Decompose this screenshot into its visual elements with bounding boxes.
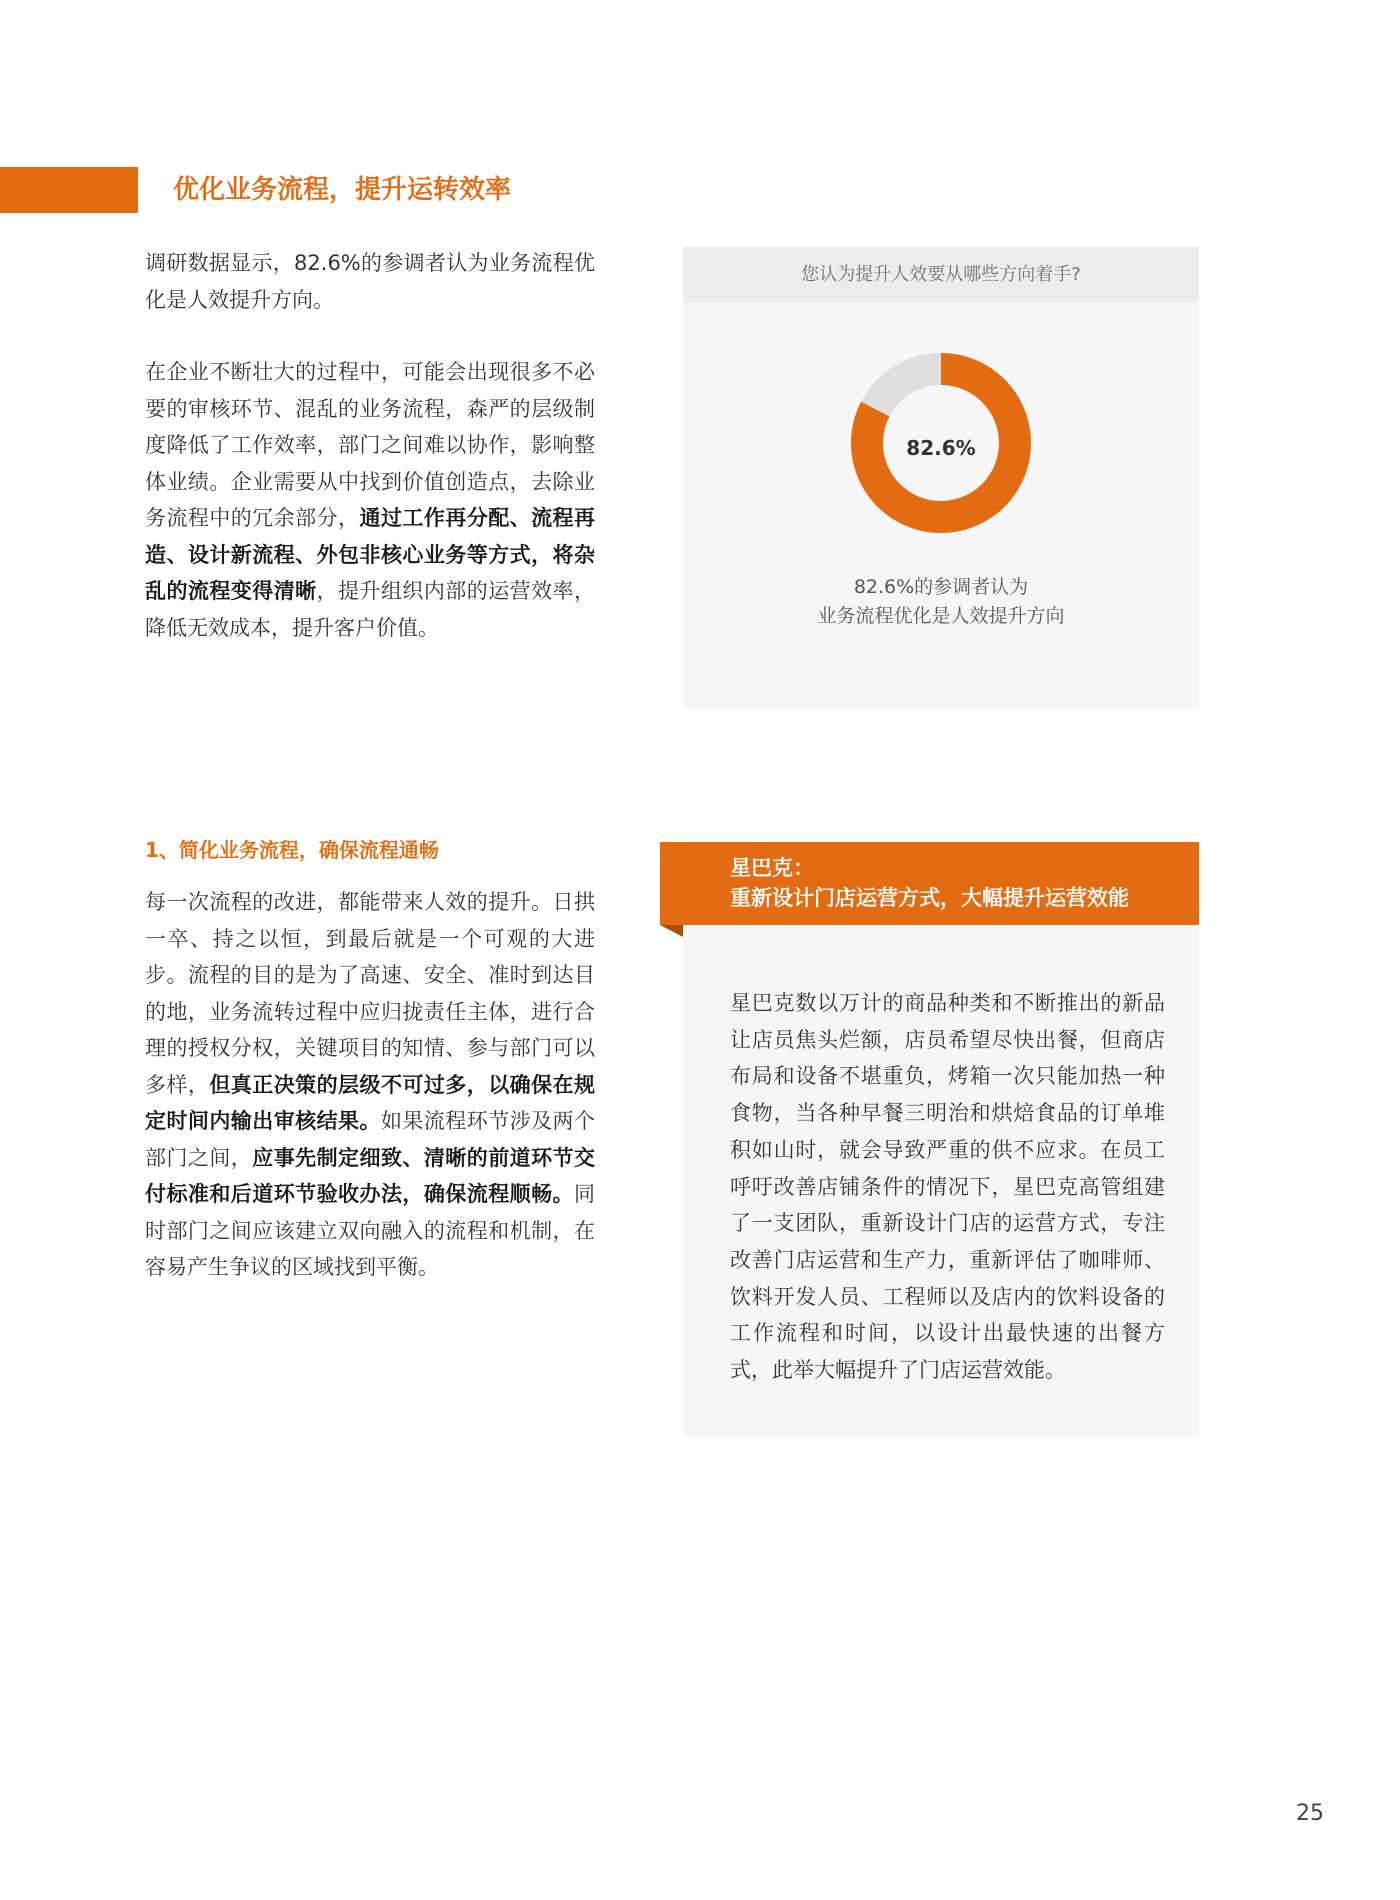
body-emphasis: 通过工作再分配、流程再造、设计新流程、外包非核心业务等方式，将杂乱的流程变得清晰 xyxy=(145,506,595,603)
intro-paragraph: 调研数据显示，82.6%的参调者认为业务流程优化是人效提升方向。 xyxy=(145,251,595,312)
chart-title: 您认为提升人效要从哪些方向着手? xyxy=(683,247,1199,302)
body-text: 如果流程环节涉及两个部门之间， xyxy=(145,1109,596,1170)
chart-caption-line2: 业务流程优化是人效提升方向 xyxy=(817,605,1065,627)
body-text: ，提升组织内部的运营效率，降低无效成本，提升客户价值。 xyxy=(145,579,596,640)
subsection-paragraph xyxy=(145,884,595,1286)
case-title-headline: 重新设计门店运营方式，大幅提升运营效能 xyxy=(730,886,1129,910)
chart-panel xyxy=(683,247,1199,709)
body-paragraph xyxy=(145,354,595,646)
case-title-company: 星巴克： xyxy=(730,856,814,880)
donut-chart xyxy=(683,302,1199,572)
body-text: 同时部门之间应该建立双向融入的流程和机制，在容易产生争议的区域找到平衡。 xyxy=(145,1182,595,1279)
body-text: 每一次流程的改进，都能带来人效的提升。日拱一卒、持之以恒，到最后就是一个可观的大进步。流程的目的是为了高速、安全、准时到达目的地，业务流转过程中应归拢责任主体，进行合理的授权分权，关键项目的知情、参与部门可以多样， xyxy=(145,890,595,1097)
banner-fold xyxy=(660,925,683,937)
subsection-heading: 1、简化业务流程，确保流程通畅 xyxy=(145,838,439,862)
case-study-body: 星巴克数以万计的商品种类和不断推出的新品让店员焦头烂额，店员希望尽快出餐，但商店布局和设备不堪重负，烤箱一次只能加热一种食物，当各种早餐三明治和烘焙食品的订单堆积如山时，就会导致严重的供不应求。在员工呼吁改善店铺条件的情况下，星巴克高管组建了一支团队，重新设计门店的运营方式，专注改善门店运营和生产力，重新评估了咖啡师、饮料开发人员、工程师以及店内的饮料设备的工作流程和时间，以设计出最快速的出餐方式，此举大幅提升了门店运营效能。 xyxy=(730,991,1165,1383)
donut-center-label: 82.6% xyxy=(906,436,976,460)
page-number: 25 xyxy=(1296,1801,1324,1826)
case-study-banner xyxy=(660,842,1199,925)
donut-slice-other xyxy=(875,369,941,409)
section-title: 优化业务流程，提升运转效率 xyxy=(173,175,512,205)
chart-caption-line1: 82.6%的参调者认为 xyxy=(853,576,1029,598)
body-emphasis: 应事先制定细致、清晰的前道环节交付标准和后道环节验收办法，确保流程顺畅。 xyxy=(145,1145,595,1206)
body-emphasis: 但真正决策的层级不可过多，以确保在规定时间内输出审核结果。 xyxy=(145,1072,596,1133)
body-text: 在企业不断壮大的过程中，可能会出现很多不必要的审核环节、混乱的业务流程，森严的层级制度降低了工作效率，部门之间难以协作，影响整体业绩。企业需要从中找到价值创造点，去除业务流程中的冗余部分， xyxy=(145,360,595,530)
chart-caption xyxy=(683,573,1199,631)
section-accent-bar xyxy=(0,167,138,213)
